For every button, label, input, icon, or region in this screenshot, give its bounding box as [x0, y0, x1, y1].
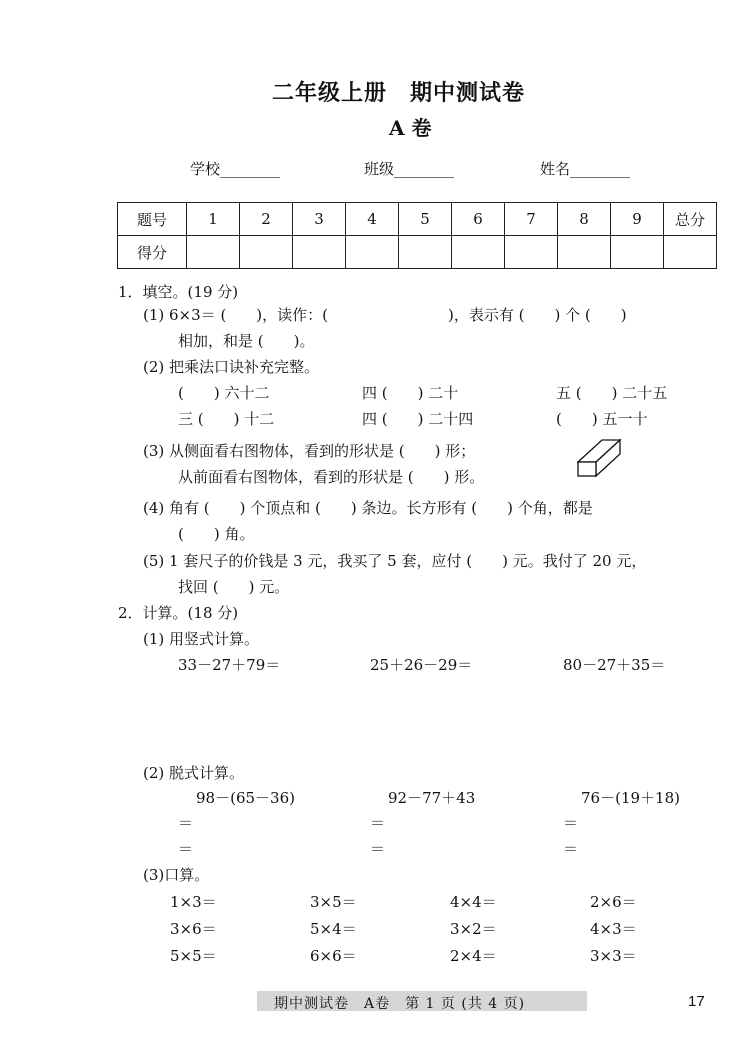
multiplication-rhyme: 五 ( ) 二十五 — [556, 384, 668, 402]
question-1-5: (5) 1 套尺子的价钱是 3 元，我买了 5 套，应付 ( ) 元。我付了 20 元， — [143, 552, 647, 570]
table-cell: 总分 — [664, 203, 717, 236]
class-field: 班级________ — [364, 160, 455, 178]
multiplication-rhyme: 三 ( ) 十二 — [178, 410, 275, 428]
table-cell: 得分 — [118, 236, 187, 269]
oral-calc-item: 4×3＝ — [590, 920, 637, 938]
score-cell[interactable] — [558, 236, 611, 269]
oral-calc-item: 3×2＝ — [450, 920, 497, 938]
table-cell: 6 — [452, 203, 505, 236]
footer-text: 期中测试卷 A卷 第 1 页 (共 4 页) — [274, 996, 526, 1012]
table-cell: 4 — [346, 203, 399, 236]
table-cell: 7 — [505, 203, 558, 236]
table-cell: 9 — [611, 203, 664, 236]
oral-calc-item: 2×4＝ — [450, 947, 497, 965]
equals-sign: ＝ — [563, 814, 579, 832]
score-cell[interactable] — [611, 236, 664, 269]
oral-calc-item: 4×4＝ — [450, 893, 497, 911]
equals-sign: ＝ — [563, 840, 579, 858]
oral-calc-item: 3×5＝ — [310, 893, 357, 911]
prism-figure-icon — [575, 436, 623, 480]
score-cell[interactable] — [240, 236, 293, 269]
score-table — [117, 202, 717, 269]
oral-calc-item: 2×6＝ — [590, 893, 637, 911]
score-cell[interactable] — [664, 236, 717, 269]
vertical-calc-item: 33－27＋79＝ — [178, 656, 281, 674]
score-table-header-row — [118, 203, 717, 236]
question-1-1-cont: 相加，和是 ( )。 — [178, 332, 315, 350]
equals-sign: ＝ — [370, 814, 386, 832]
page-subtitle: A 卷 — [389, 116, 432, 140]
score-cell[interactable] — [452, 236, 505, 269]
multiplication-rhyme: ( ) 五一十 — [556, 410, 648, 428]
section1-heading: 1．填空。(19 分) — [118, 283, 239, 301]
equals-sign: ＝ — [178, 814, 194, 832]
oral-calc-item: 5×5＝ — [170, 947, 217, 965]
score-cell[interactable] — [399, 236, 452, 269]
question-1-1: (1) 6×3＝ ( )，读作：( )，表示有 ( ) 个 ( ) — [143, 306, 627, 324]
multiplication-rhyme: 四 ( ) 二十四 — [362, 410, 474, 428]
table-cell: 3 — [293, 203, 346, 236]
question-1-2: (2) 把乘法口诀补充完整。 — [143, 358, 320, 376]
school-field: 学校________ — [190, 160, 281, 178]
score-cell[interactable] — [505, 236, 558, 269]
stepwise-calc-item: 98－(65－36) — [196, 789, 295, 807]
stepwise-calc-item: 92－77＋43 — [388, 789, 476, 807]
page-title: 二年级上册 期中测试卷 — [272, 80, 526, 106]
oral-calc-item: 6×6＝ — [310, 947, 357, 965]
name-field: 姓名________ — [540, 160, 631, 178]
table-cell: 1 — [187, 203, 240, 236]
table-cell: 2 — [240, 203, 293, 236]
oral-calc-item: 1×3＝ — [170, 893, 217, 911]
question-1-4: (4) 角有 ( ) 个顶点和 ( ) 条边。长方形有 ( ) 个角，都是 — [143, 499, 593, 517]
multiplication-rhyme: ( ) 六十二 — [178, 384, 270, 402]
table-cell: 8 — [558, 203, 611, 236]
equals-sign: ＝ — [178, 840, 194, 858]
score-cell[interactable] — [346, 236, 399, 269]
part-2-1: (1) 用竖式计算。 — [143, 630, 260, 648]
oral-calc-item: 3×6＝ — [170, 920, 217, 938]
oral-calc-item: 3×3＝ — [590, 947, 637, 965]
score-cell[interactable] — [293, 236, 346, 269]
vertical-calc-item: 25＋26－29＝ — [370, 656, 473, 674]
equals-sign: ＝ — [370, 840, 386, 858]
question-1-4-cont: ( ) 角。 — [178, 525, 255, 543]
stepwise-calc-item: 76－(19＋18) — [581, 789, 680, 807]
oral-calc-item: 5×4＝ — [310, 920, 357, 938]
table-cell: 5 — [399, 203, 452, 236]
multiplication-rhyme: 四 ( ) 二十 — [362, 384, 459, 402]
part-2-3: (3)口算。 — [143, 866, 210, 884]
score-cell[interactable] — [187, 236, 240, 269]
vertical-calc-item: 80－27＋35＝ — [563, 656, 666, 674]
question-1-5-cont: 找回 ( ) 元。 — [178, 578, 290, 596]
part-2-2: (2) 脱式计算。 — [143, 764, 245, 782]
score-table-score-row — [118, 236, 717, 269]
page-number: 17 — [688, 993, 705, 1010]
question-1-3-cont: 从前面看右图物体，看到的形状是 ( ) 形。 — [178, 468, 485, 486]
section2-heading: 2．计算。(18 分) — [118, 604, 239, 622]
table-cell: 题号 — [118, 203, 187, 236]
question-1-3: (3) 从侧面看右图物体，看到的形状是 ( ) 形； — [143, 442, 476, 460]
